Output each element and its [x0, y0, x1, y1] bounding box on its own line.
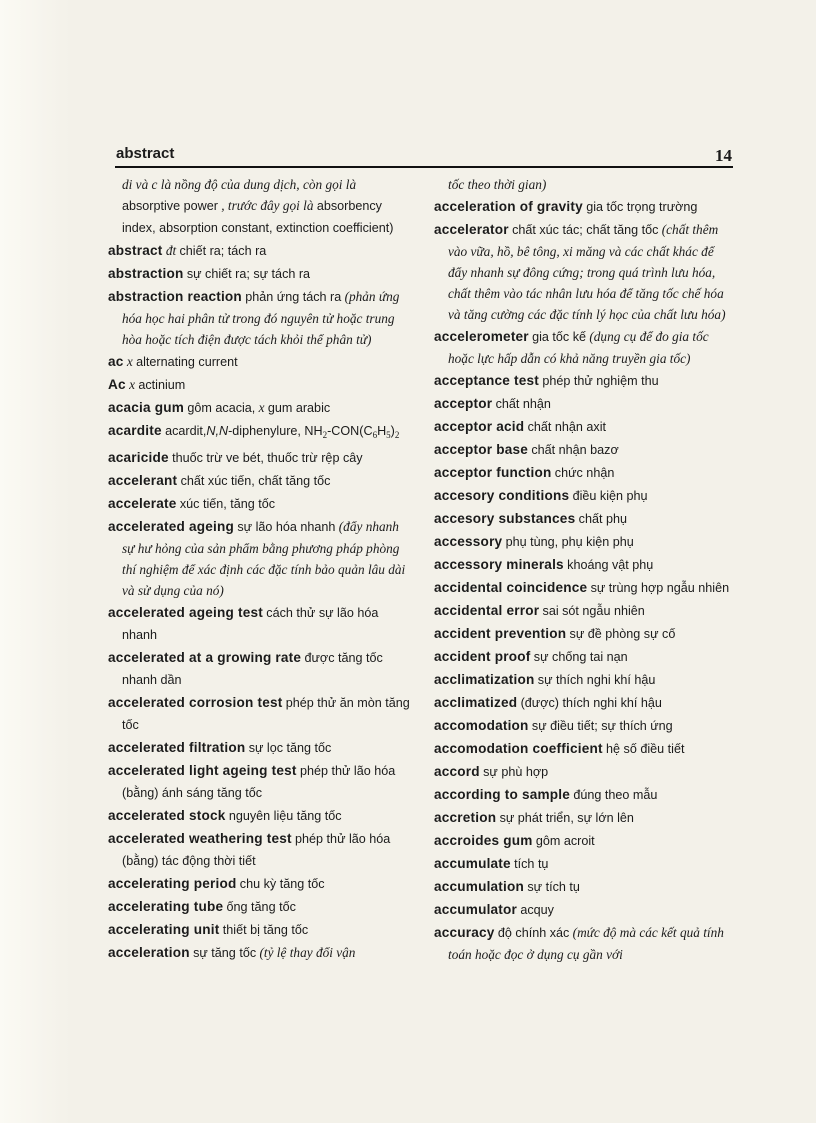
dictionary-entry: abstraction reaction phản ứng tách ra (phản ứng hóa học hai phân tử trong đó nguyên tử hoặc trung hòa hoặc tích điện được tách khỏi thể phân tử) — [108, 289, 400, 347]
page-edge-shadow — [0, 0, 70, 1123]
headword: accelerating tube — [108, 899, 224, 914]
dictionary-entry: accelerated ageing sự lão hóa nhanh (đẩy nhanh sự hư hỏng của sản phẩm bằng phương pháp phòng thí nghiệm để xác định các đặc tính bảo quản lâu dài và sử dụng của nó) — [108, 519, 406, 598]
dictionary-entry: acceleration sự tăng tốc (tỷ lệ thay đổi vận — [108, 945, 356, 960]
headword: acceptor function — [434, 465, 552, 480]
headword: acceleration — [108, 945, 190, 960]
dictionary-entry: acceptor chất nhận — [434, 396, 551, 411]
headword: accelerate — [108, 496, 177, 511]
dictionary-entry: acceptor acid chất nhận axit — [434, 419, 606, 434]
dictionary-entry: accomodation sự điều tiết; sự thích ứng — [434, 718, 673, 733]
headword: according to sample — [434, 787, 570, 802]
headword: abstraction reaction — [108, 289, 242, 304]
dictionary-entry: accretion sự phát triển, sự lớn lên — [434, 810, 634, 825]
headword: Ac — [108, 377, 126, 392]
dictionary-entry: accord sự phù hợp — [434, 764, 549, 779]
dictionary-entry: acacia gum gôm acacia, x gum arabic — [108, 400, 331, 415]
dictionary-entry: acardite acardit,N,N-diphenylure, $NH_2-CON(C_6H_5)_2$ — [108, 423, 400, 440]
headword: accomodation — [434, 718, 529, 733]
dictionary-entry: abstract đt chiết ra; tách ra — [108, 243, 267, 258]
dictionary-entry: accumulate tích tụ — [434, 856, 549, 871]
headword: accident proof — [434, 649, 531, 664]
headword: accomodation coefficient — [434, 741, 603, 756]
headword: accumulation — [434, 879, 525, 894]
header-rule — [115, 166, 733, 168]
headword: abstract — [108, 243, 163, 258]
headword: accelerated at a growing rate — [108, 650, 302, 665]
dictionary-entry: according to sample đúng theo mẫu — [434, 787, 658, 802]
headword: acceptance test — [434, 373, 540, 388]
headword: accelerometer — [434, 329, 529, 344]
headword: accessory minerals — [434, 557, 564, 572]
headword: ac — [108, 354, 124, 369]
dictionary-entry: accumulation sự tích tụ — [434, 879, 580, 894]
dictionary-entry: accelerated weathering test phép thử lão hóa (bằng) tác động thời tiết — [108, 831, 391, 868]
dictionary-entry: accessory minerals khoáng vật phụ — [434, 557, 654, 572]
headword: accroides gum — [434, 833, 533, 848]
dictionary-entry: accumulator acquy — [434, 902, 554, 917]
headword: accelerated weathering test — [108, 831, 292, 846]
headword: accelerated ageing — [108, 519, 235, 534]
dictionary-entry: accelerated stock nguyên liệu tăng tốc — [108, 808, 342, 823]
dictionary-entry: acclimatized (được) thích nghi khí hậu — [434, 695, 662, 710]
dictionary-entry: accelerometer gia tốc kế (dụng cụ để đo gia tốc hoặc lực hấp dẫn có khả năng truyền gia tốc) — [434, 329, 709, 366]
dictionary-entry: accelerated at a growing rate được tăng tốc nhanh dần — [108, 650, 383, 687]
headword: accesory conditions — [434, 488, 570, 503]
dictionary-entry: accelerated light ageing test phép thử lão hóa (bằng) ánh sáng tăng tốc — [108, 763, 396, 800]
headword: accuracy — [434, 925, 495, 940]
headword: abstraction — [108, 266, 184, 281]
dictionary-entry: accelerate xúc tiến, tăng tốc — [108, 496, 276, 511]
headword: accelerated stock — [108, 808, 226, 823]
page-number: 14 — [715, 146, 732, 165]
dictionary-entry: acceptance test phép thử nghiệm thu — [434, 373, 659, 388]
headword: accident prevention — [434, 626, 567, 641]
headword: acceptor acid — [434, 419, 525, 434]
dictionary-entry: accelerating unit thiết bị tăng tốc — [108, 922, 309, 937]
headword: accelerated ageing test — [108, 605, 263, 620]
dictionary-entry: acceptor function chức nhận — [434, 465, 615, 480]
dictionary-entry: acceptor base chất nhận bazơ — [434, 442, 619, 457]
dictionary-entry: accident prevention sự đề phòng sự cố — [434, 626, 676, 641]
dictionary-entry: accelerant chất xúc tiến, chất tăng tốc — [108, 473, 331, 488]
headword: accelerator — [434, 222, 509, 237]
dictionary-entry: ac x alternating current — [108, 354, 238, 369]
headword: accumulator — [434, 902, 518, 917]
guide-word: abstract — [116, 145, 175, 162]
headword: accesory substances — [434, 511, 576, 526]
continued-entry: di và c là nồng độ của dung dịch, còn gọi là absorptive power , trước đây gọi là absorbency index, absorption constant, extinction coefficient) — [122, 177, 394, 235]
dictionary-entry: accelerated corrosion test phép thử ăn mòn tăng tốc — [108, 695, 410, 732]
dictionary-entry: abstraction sự chiết ra; sự tách ra — [108, 266, 311, 281]
dictionary-entry: accidental coincidence sự trùng hợp ngẫu nhiên — [434, 580, 730, 595]
headword: acclimatized — [434, 695, 518, 710]
headword: accessory — [434, 534, 503, 549]
headword: accretion — [434, 810, 497, 825]
headword: accord — [434, 764, 480, 779]
headword: accidental error — [434, 603, 540, 618]
headword: accelerant — [108, 473, 178, 488]
headword: acceptor base — [434, 442, 529, 457]
headword: accelerated corrosion test — [108, 695, 283, 710]
dictionary-entry: accessory phụ tùng, phụ kiện phụ — [434, 534, 634, 549]
dictionary-entry: accesory conditions điều kiện phụ — [434, 488, 648, 503]
right-column — [434, 174, 732, 966]
dictionary-entry: accuracy độ chính xác (mức độ mà các kết quả tính toán hoặc đọc ở dụng cụ gần với — [434, 925, 724, 962]
dictionary-entry: accidental error sai sót ngẫu nhiên — [434, 603, 645, 618]
headword: accidental coincidence — [434, 580, 588, 595]
headword: acacia gum — [108, 400, 185, 415]
dictionary-entry: accident proof sự chống tai nạn — [434, 649, 628, 664]
headword: acclimatization — [434, 672, 535, 687]
headword: accumulate — [434, 856, 511, 871]
headword: accelerating unit — [108, 922, 220, 937]
dictionary-entry: acclimatization sự thích nghi khí hậu — [434, 672, 656, 687]
dictionary-entry: accelerating period chu kỳ tăng tốc — [108, 876, 325, 891]
left-column — [108, 174, 413, 965]
headword: acardite — [108, 423, 162, 438]
dictionary-entry: accelerating tube ống tăng tốc — [108, 899, 296, 914]
dictionary-entry: acceleration of gravity gia tốc trọng trường — [434, 199, 698, 214]
dictionary-entry: accomodation coefficient hệ số điều tiết — [434, 741, 685, 756]
headword: acceleration of gravity — [434, 199, 583, 214]
headword: acceptor — [434, 396, 493, 411]
headword: accelerating period — [108, 876, 237, 891]
dictionary-entry: accelerator chất xúc tác; chất tăng tốc (chất thêm vào vữa, hồ, bê tông, xi măng và các chất khác để đẩy nhanh sự đông cứng; trong quá trình lưu hóa, chất thêm vào tác nhân lưu hóa để tăng tốc chế hóa và tăng cường các đặc tính lý học của chất lưu hóa) — [434, 222, 726, 322]
dictionary-entry: accroides gum gôm acroit — [434, 833, 595, 848]
headword: accelerated filtration — [108, 740, 246, 755]
dictionary-entry: acaricide thuốc trừ ve bét, thuốc trừ rệp cây — [108, 450, 363, 465]
dictionary-entry: Ac x actinium — [108, 377, 186, 392]
dictionary-entry: accesory substances chất phụ — [434, 511, 627, 526]
headword: acaricide — [108, 450, 169, 465]
dictionary-entry: accelerated filtration sự lọc tăng tốc — [108, 740, 332, 755]
page-header — [116, 143, 732, 165]
continued-entry: tốc theo thời gian) — [448, 177, 547, 192]
dictionary-entry: accelerated ageing test cách thử sự lão hóa nhanh — [108, 605, 379, 642]
headword: accelerated light ageing test — [108, 763, 297, 778]
